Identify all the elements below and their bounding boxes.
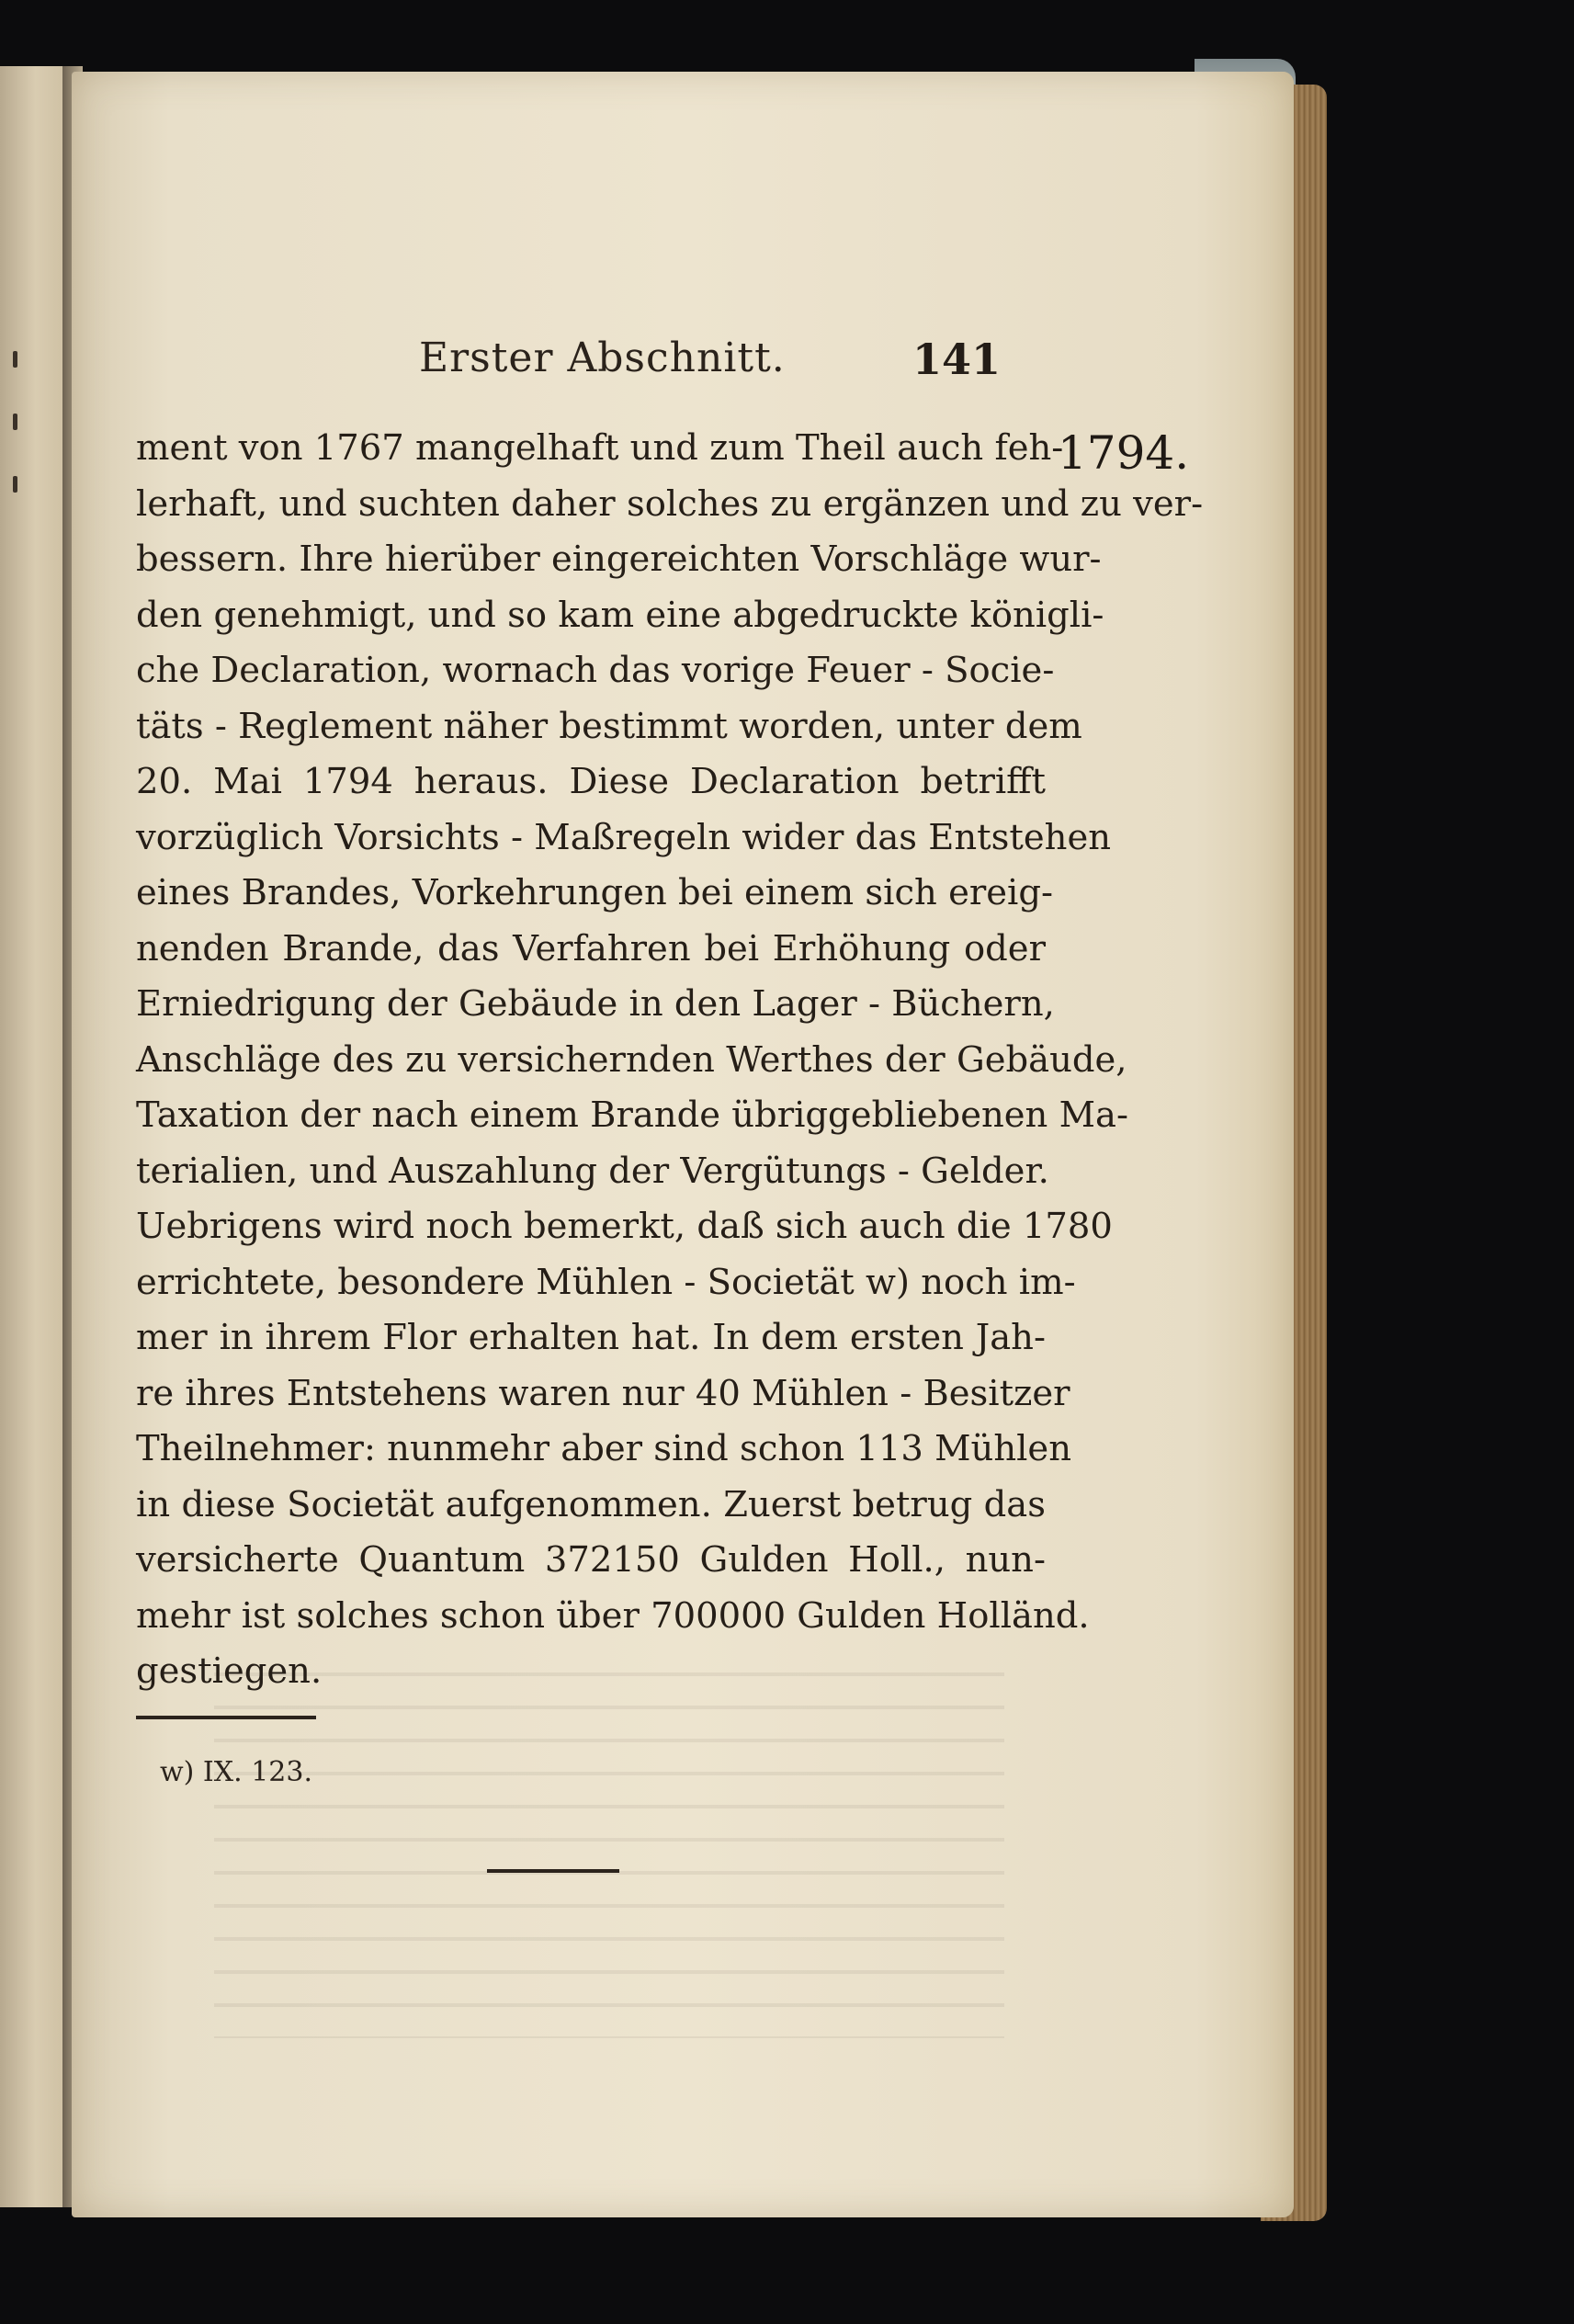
book-page — [72, 72, 1294, 2217]
margin-year-note: 1794. — [1058, 426, 1190, 480]
text-line: täts - Reglement näher bestimmt worden, unter dem — [136, 705, 1082, 747]
text-line: gestiegen. — [136, 1650, 323, 1692]
ink-mark — [13, 476, 17, 493]
text-line: re ihres Entstehens waren nur 40 Mühlen - Besitzer — [136, 1372, 1070, 1414]
text-line: eines Brandes, Vorkehrungen bei einem sich ereig- — [136, 872, 1054, 913]
reverse-side-show-through — [214, 1652, 1004, 2038]
ink-mark — [13, 414, 17, 430]
text-line: lerhaft, und suchten daher solches zu ergänzen und zu ver- — [136, 482, 1204, 525]
text-line: Erniedrigung der Gebäude in den Lager - Büchern, — [136, 983, 1055, 1025]
text-line: terialien, und Auszahlung der Vergütungs - Gelder. — [136, 1150, 1049, 1192]
text-line: ment von 1767 mangelhaft und zum Theil auch feh- — [136, 427, 1064, 469]
text-line: in diese Societät aufgenommen. Zuerst betrug das — [136, 1483, 1046, 1525]
running-head: Erster Abschnitt. — [419, 334, 786, 381]
text-line: Anschläge des zu versichernden Werthes der Gebäude, — [136, 1038, 1127, 1081]
text-line: vorzüglich Vorsichts - Maßregeln wider das Entstehen — [136, 816, 1112, 858]
text-line: errichtete, besondere Mühlen - Societät w) noch im- — [136, 1261, 1076, 1303]
previous-page-edge — [0, 66, 67, 2207]
body-text — [136, 421, 1204, 1700]
page-header — [72, 334, 1294, 399]
text-line: Taxation der nach einem Brande übriggebliebenen Ma- — [136, 1094, 1128, 1136]
text-line: mer in ihrem Flor erhalten hat. In dem ersten Jah- — [136, 1317, 1046, 1358]
text-line: versicherte Quantum 372150 Gulden Holl., nun- — [136, 1539, 1046, 1581]
footnote-separator — [136, 1716, 316, 1719]
text-line: mehr ist solches schon über 700000 Gulden Holländ. — [136, 1594, 1090, 1637]
page-number: 141 — [912, 334, 1002, 384]
footnote: w) IX. 123. — [160, 1756, 312, 1788]
text-line: Theilnehmer: nunmehr aber sind schon 113 Mühlen — [136, 1428, 1072, 1469]
text-line: 20. Mai 1794 heraus. Diese Declaration betrifft — [136, 761, 1046, 802]
ink-mark — [13, 351, 17, 368]
text-line: Uebrigens wird noch bemerkt, daß sich auch die 1780 — [136, 1206, 1113, 1247]
text-line: che Declaration, wornach das vorige Feuer - Socie- — [136, 650, 1055, 691]
text-line: bessern. Ihre hierüber eingereichten Vorschläge wur- — [136, 538, 1102, 580]
text-line: den genehmigt, und so kam eine abgedruckte königli- — [136, 594, 1104, 636]
text-line: nenden Brande, das Verfahren bei Erhöhung oder — [136, 927, 1046, 969]
section-end-rule — [487, 1869, 619, 1873]
